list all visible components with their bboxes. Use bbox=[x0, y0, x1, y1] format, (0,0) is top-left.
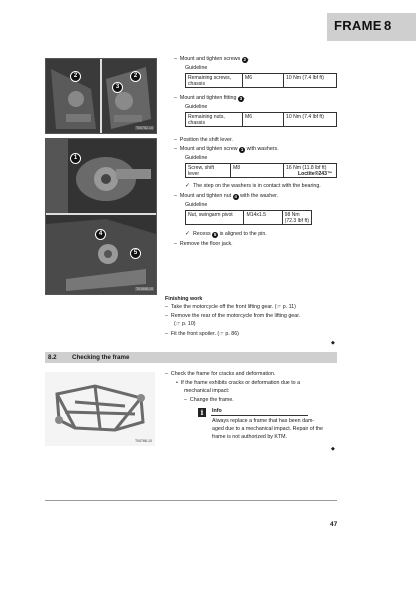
spec-table-screws bbox=[185, 73, 337, 88]
photo-chassis bbox=[46, 59, 156, 133]
ref-1: 1 bbox=[240, 146, 244, 152]
ref-4: 4 bbox=[234, 193, 237, 199]
page-number: 47 bbox=[330, 521, 338, 528]
page-ref-icon: ☞ bbox=[276, 304, 282, 310]
info-divider bbox=[211, 415, 308, 416]
callout-1: 1 bbox=[70, 153, 81, 164]
guideline-label: Guideline bbox=[185, 155, 208, 161]
step-position-shift-lever: – Position the shift lever. bbox=[174, 137, 233, 143]
step-mount-screws: – Mount and tighten screws 2 . bbox=[174, 56, 250, 62]
callout-5: 5 bbox=[130, 248, 141, 259]
spec-thread: M6 bbox=[243, 74, 284, 88]
spec-thread: M6 bbox=[243, 113, 284, 127]
callout-2-right: 2 bbox=[130, 71, 141, 82]
finishing-step-2: – Remove the rear of the motorcycle from the lifting gear. bbox=[165, 313, 301, 319]
condition-bullet: • If the frame exhibits cracks or deformation due to a bbox=[176, 380, 301, 386]
ref-3: 3 bbox=[239, 95, 243, 101]
ref-5: 5 bbox=[213, 231, 217, 237]
callout-3: 3 bbox=[112, 82, 123, 93]
step-mount-screw: – Mount and tighten screw 1 with washers. bbox=[174, 146, 279, 152]
spec-thread: M8 bbox=[231, 164, 284, 178]
spec-table-shift-lever bbox=[185, 163, 337, 178]
figure-frame bbox=[45, 372, 155, 446]
check-icon: ✓ bbox=[185, 183, 191, 189]
ref-2: 2 bbox=[243, 56, 246, 62]
spec-torque: 98 Nm (72.3 lbf ft) bbox=[282, 211, 311, 225]
spec-table-swingarm bbox=[185, 210, 312, 225]
finishing-step-2-ref: (☞ p. 10) bbox=[174, 321, 196, 327]
chapter-number: 8 bbox=[384, 18, 392, 33]
finishing-step-3: – Fit the front spoiler. (☞ p. 86) bbox=[165, 331, 239, 337]
check-icon: ✓ bbox=[185, 231, 191, 237]
figure-id: T00752-10 bbox=[136, 126, 153, 130]
end-marker: ◆ bbox=[331, 340, 335, 346]
info-text-1: Always replace a frame that has been dam- bbox=[212, 418, 315, 424]
spec-name: Remaining nuts, chassis bbox=[186, 113, 243, 127]
footer-divider bbox=[45, 500, 337, 501]
spec-table-nuts bbox=[185, 112, 337, 127]
page-ref-icon: ☞ bbox=[175, 321, 181, 327]
frame-illustration bbox=[45, 372, 155, 446]
figure-shift-lever bbox=[45, 138, 157, 295]
spec-torque: 10 Nm (7.4 lbf ft) bbox=[284, 113, 337, 127]
check-frame-step: – Check the frame for cracks and deformation. bbox=[165, 371, 276, 377]
callout-4: 4 bbox=[95, 229, 106, 240]
figure-id: T01508-10 bbox=[136, 287, 153, 291]
page-ref-icon: ☞ bbox=[219, 331, 224, 337]
finishing-step-1: – Take the motorcycle off the front lifting gear. (☞ p. 11) bbox=[165, 304, 296, 310]
info-text-3: frame is not authorized by KTM. bbox=[212, 434, 288, 440]
section-number: 8.2 bbox=[48, 354, 57, 361]
section-title: Checking the frame bbox=[72, 354, 130, 361]
step-remove-jack: – Remove the floor jack. bbox=[174, 241, 233, 247]
info-icon: i bbox=[198, 408, 206, 417]
condition-bullet-cont: mechanical impact: bbox=[184, 388, 230, 394]
callout-2-left: 2 bbox=[70, 71, 81, 82]
figure-chassis-screws bbox=[45, 58, 157, 134]
guideline-label: Guideline bbox=[185, 65, 208, 71]
photo-swingarm bbox=[46, 139, 156, 294]
guideline-label: Guideline bbox=[185, 202, 208, 208]
step-mount-fitting: – Mount and tighten fitting 3 . bbox=[174, 95, 246, 101]
finishing-work-title: Finishing work bbox=[165, 296, 203, 302]
spec-torque: 16 Nm (11.8 lbf ft) Loctite®243™ bbox=[284, 164, 337, 178]
spec-name: Remaining screws, chassis bbox=[186, 74, 243, 88]
check-washers: ✓ The step on the washers is in contact with the bearing. bbox=[185, 183, 321, 189]
loctite-label: Loctite®243™ bbox=[298, 170, 333, 177]
check-recess: ✓ Recess 5 is aligned to the pin. bbox=[185, 231, 267, 237]
end-marker: ◆ bbox=[331, 446, 335, 452]
figure-id: T00768-10 bbox=[135, 439, 152, 443]
spec-name: Screw, shift lever bbox=[186, 164, 231, 178]
guideline-label: Guideline bbox=[185, 104, 208, 110]
info-text-2: aged due to a mechanical impact. Repair of the bbox=[212, 426, 324, 432]
chapter-title: FRAME bbox=[334, 18, 382, 33]
step-mount-nut: – Mount and tighten nut 4 with the washer. bbox=[174, 193, 279, 199]
spec-torque: 10 Nm (7.4 lbf ft) bbox=[284, 74, 337, 88]
spec-thread: M14x1.5 bbox=[244, 211, 282, 225]
spec-name: Nut, swingarm pivot bbox=[186, 211, 244, 225]
info-title: Info bbox=[212, 408, 222, 414]
change-frame-step: – Change the frame. bbox=[184, 397, 234, 403]
